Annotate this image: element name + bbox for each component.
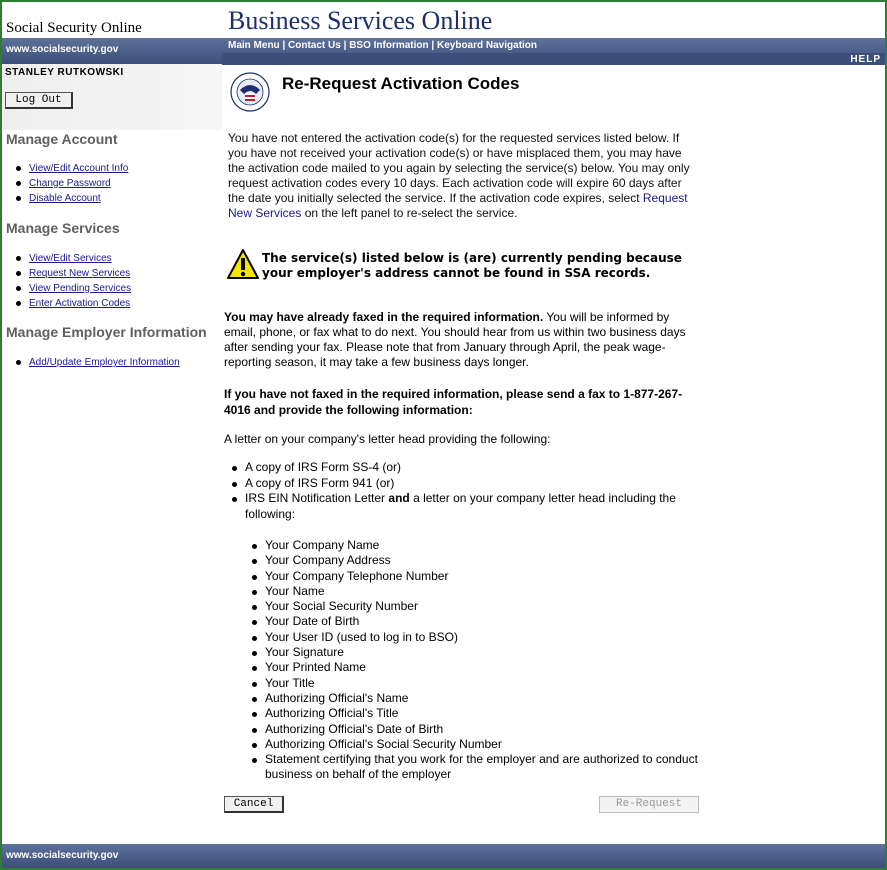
header (2, 2, 885, 38)
help-link[interactable]: HELP (850, 54, 881, 65)
fax-instructions: If you have not faxed in the required information, please send a fax to 1-877-267-4016 and provide the following information: (224, 387, 683, 417)
re-request-button[interactable]: Re-Request (599, 796, 699, 813)
manage-services-list (16, 251, 131, 311)
footer-url[interactable]: www.socialsecurity.gov (6, 850, 119, 861)
sidebar (2, 64, 222, 844)
ssa-seal-icon (230, 72, 270, 112)
link-view-edit-account-info[interactable]: View/Edit Account Info (29, 163, 129, 174)
sidebar-item (16, 161, 128, 176)
nav-keyboard-navigation[interactable]: Keyboard Navigation (437, 40, 538, 51)
site-url[interactable]: www.socialsecurity.gov (6, 44, 119, 55)
already-faxed-paragraph: You may have already faxed in the required information. You will be informed by email, phone, or fax what to do next. You should hear from us within two business days after sending your fax. Please note that from January through April, the peak wage-reporting season, it may take a few business days longer. (224, 310, 686, 369)
sidebar-item (16, 355, 180, 370)
request-new-services-link[interactable]: Request New Services (228, 191, 688, 220)
nav-bso-information[interactable]: BSO Information (349, 40, 429, 51)
sidebar-item (16, 191, 128, 206)
section-heading-manage-services: Manage Services (6, 220, 120, 236)
app-title: Business Services Online (228, 6, 493, 35)
list-item: Your Social Security Number (244, 599, 704, 614)
top-nav: Main Menu | Contact Us | BSO Information | Keyboard Navigation (228, 40, 538, 51)
link-disable-account[interactable]: Disable Account (29, 193, 101, 204)
manage-account-list (16, 161, 128, 206)
section-heading-manage-account: Manage Account (6, 131, 118, 147)
list-item: Your Date of Birth (244, 614, 704, 629)
list-item: Your Company Telephone Number (244, 569, 704, 584)
sidebar-item (16, 176, 128, 191)
intro-paragraph: You have not entered the activation code(s) for the requested services listed below. If you have not received your activation code(s) or have misplaced them, you may have the activation code mailed to you again by selecting the service(s) below. You may only request activation codes every 10 days. Each activation code will expire 60 days after the date you initially selected the service. If the activation code expires, select Request New Services on the left panel to re-select the service. (228, 131, 690, 220)
link-enter-activation-codes[interactable]: Enter Activation Codes (29, 298, 131, 309)
link-view-edit-services[interactable]: View/Edit Services (29, 253, 112, 264)
letter-intro: A letter on your company's letter head providing the following: (224, 432, 551, 446)
list-item: IRS EIN Notification Letter and a letter on your company letter head including the following: (224, 491, 700, 522)
section-heading-manage-employer: Manage Employer Information (6, 324, 207, 340)
warning-icon (226, 248, 260, 282)
cancel-button[interactable]: Cancel (224, 796, 284, 813)
nav-contact-us[interactable]: Contact Us (288, 40, 341, 51)
list-item: Authorizing Official's Name (244, 691, 704, 706)
sidebar-item (16, 281, 131, 296)
sidebar-item (16, 296, 131, 311)
link-request-new-services[interactable]: Request New Services (29, 268, 131, 279)
requirements-list (224, 460, 700, 522)
list-item: Statement certifying that you work for the employer and are authorized to conduct business on behalf of the employer (244, 752, 704, 783)
nav-main-menu[interactable]: Main Menu (228, 40, 280, 51)
site-title[interactable]: Social Security Online (6, 20, 142, 36)
list-item: Your Title (244, 676, 704, 691)
page-title: Re-Request Activation Codes (282, 74, 520, 93)
sidebar-item (16, 251, 131, 266)
link-view-pending-services[interactable]: View Pending Services (29, 283, 132, 294)
list-item: Your Signature (244, 645, 704, 660)
warning-message: The service(s) listed below is (are) currently pending because your employer's address cannot be found in SSA records. (262, 251, 682, 280)
details-list (244, 538, 704, 783)
list-item: A copy of IRS Form 941 (or) (224, 476, 700, 492)
logout-button[interactable]: Log Out (5, 92, 73, 109)
list-item: Authorizing Official's Date of Birth (244, 722, 704, 737)
list-item: Your Company Address (244, 553, 704, 568)
user-box (2, 64, 222, 130)
list-item: Your Name (244, 584, 704, 599)
link-add-update-employer[interactable]: Add/Update Employer Information (29, 357, 180, 368)
list-item: Your Printed Name (244, 660, 704, 675)
list-item: Your Company Name (244, 538, 704, 553)
sidebar-item (16, 266, 131, 281)
help-strip (222, 53, 885, 65)
user-name: STANLEY RUTKOWSKI (5, 67, 124, 78)
list-item: A copy of IRS Form SS-4 (or) (224, 460, 700, 476)
list-item: Authorizing Official's Social Security Number (244, 737, 704, 752)
list-item: Authorizing Official's Title (244, 706, 704, 721)
link-change-password[interactable]: Change Password (29, 178, 111, 189)
footer (2, 844, 885, 868)
list-item: Your User ID (used to log in to BSO) (244, 630, 704, 645)
manage-employer-list (16, 355, 180, 370)
